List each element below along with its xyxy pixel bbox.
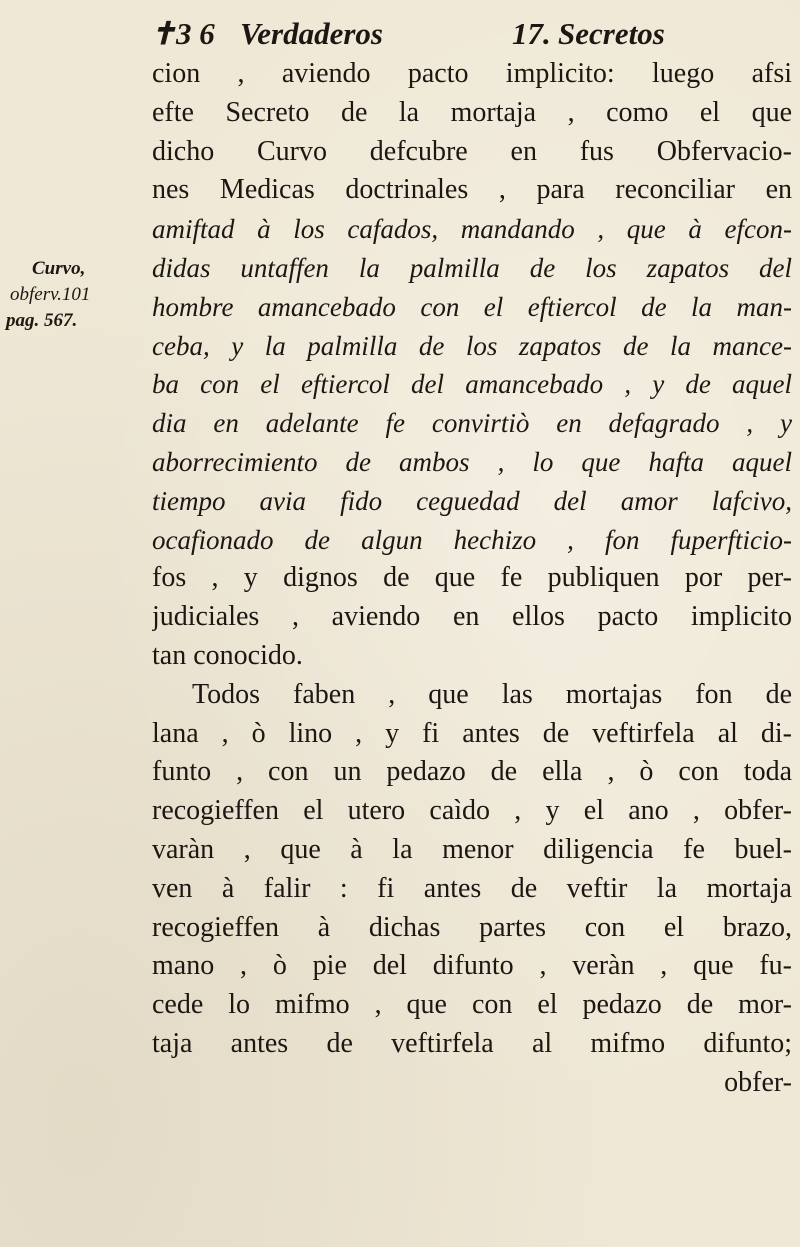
text-line: obfer- [724, 1066, 792, 1098]
text-line: varàn , que à la menor diligencia fe buel- [152, 833, 792, 865]
text-line: efte Secreto de la mortaja , como el que [152, 96, 792, 128]
text-line: cede lo mifmo , que con el pedazo de mor- [152, 989, 792, 1021]
text-line: hombre amancebado con el eftiercol de la man- [152, 291, 792, 322]
text-line: fos , y dignos de que fe publiquen por per- [152, 562, 792, 594]
text-line: Todos faben , que las mortajas fon de [192, 678, 792, 710]
text-line: tan conocido. [152, 639, 303, 671]
text-line: didas untaffen la palmilla de los zapatos del [152, 252, 792, 283]
text-line: ocafionado de algun hechizo , fon fuperfticio- [152, 524, 792, 555]
body-text [152, 55, 792, 1103]
running-title: Verdaderos [240, 16, 383, 51]
text-line: ven à falir : fi antes de veftir la mortaja [152, 872, 792, 904]
text-line: amiftad à los cafados, mandando , que à efcon- [152, 214, 792, 245]
text-line: tiempo avia fido ceguedad del amor lafcivo, [152, 485, 792, 516]
text-line: lana , ò lino , y fi antes de veftirfela al di- [152, 717, 792, 749]
margin-citation-author: Curvo, [32, 258, 86, 279]
text-line: ceba, y la palmilla de los zapatos de la mance- [152, 330, 792, 361]
signature-mark: ✝3 6 [150, 16, 215, 51]
text-line: recogieffen à dichas partes con el brazo, [152, 911, 792, 943]
margin-citation-observation: obferv.101 [10, 284, 91, 305]
text-line: cion , aviendo pacto implicito: luego afsi [152, 58, 792, 89]
text-line: dicho Curvo defcubre en fus Obfervacio- [152, 135, 792, 167]
text-line: mano , ò pie del difunto , veràn , que fu- [152, 950, 792, 982]
text-line: judiciales , aviendo en ellos pacto implicito [152, 601, 792, 633]
text-line: ba con el eftiercol del amancebado , y de aquel [152, 369, 792, 400]
text-line: nes Medicas doctrinales , para reconciliar en [152, 174, 792, 206]
margin-citation [4, 256, 134, 334]
section-number: 17. [512, 16, 551, 51]
text-line: funto , con un pedazo de ella , ò con toda [152, 756, 792, 788]
margin-citation-page: pag. 567. [6, 310, 78, 331]
running-header [150, 6, 790, 62]
text-line: aborrecimiento de ambos , lo que hafta aquel [152, 446, 792, 477]
text-line: recogieffen el utero caìdo , y el ano , obfer- [152, 795, 792, 827]
section-title: Secretos [558, 16, 665, 51]
text-line: dia en adelante fe convirtiò en defagrado , y [152, 408, 792, 439]
text-line: taja antes de veftirfela al mifmo difunto; [152, 1027, 792, 1059]
